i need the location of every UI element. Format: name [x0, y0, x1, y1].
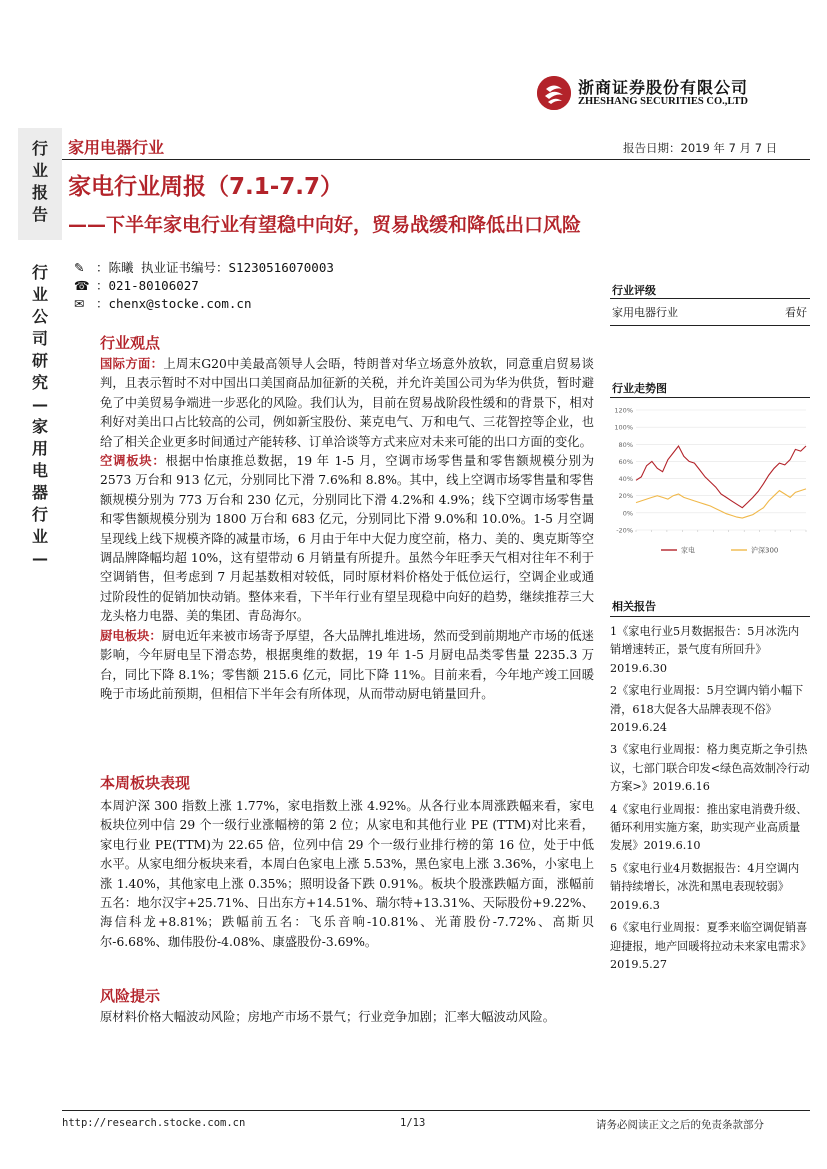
rating-value: 看好 — [785, 306, 807, 319]
page-subtitle: ——下半年家电行业有望稳中向好，贸易战缓和降低出口风险 — [68, 214, 582, 236]
kitchen-text: 厨电近年来被市场寄予厚望，各大品牌扎堆进场，然而受到前期地产市场的低迷影响，今年厨电呈下滑态势，根据奥维的数据，19 年 1-5 月厨电品类零售量 2235.3 万台，同比下降 8.1%；零售额 215.6 亿元，同比下降 11%。目前来看，今年地产竣工回暖晚于市场此前预期，但相信下半年会有所体现，从而带动厨电销量回升。 — [100, 628, 594, 701]
industry-view-title: 行业观点 — [100, 334, 161, 352]
chart-y-tick-label: 100% — [614, 423, 633, 432]
pen-icon: ✎ — [74, 260, 85, 275]
rating-industry: 家用电器行业 — [612, 306, 678, 319]
report-date: 报告日期：2019 年 7 月 7 日 — [623, 141, 778, 155]
chart-y-tick-label: 0% — [622, 509, 633, 518]
chart-y-tick-label: 60% — [618, 457, 633, 466]
footer-divider — [62, 1110, 810, 1111]
chart-series-line — [636, 446, 806, 508]
mail-icon: ✉ — [74, 296, 85, 311]
rating-top-divider — [610, 298, 810, 299]
chart-y-tick-label: 80% — [618, 440, 633, 449]
ac-label: 空调板块： — [100, 454, 166, 469]
company-logo-icon — [537, 76, 571, 110]
kitchen-paragraph — [100, 627, 594, 705]
related-item[interactable]: 2《家电行业周报：5月空调内销小幅下滑，618大促各大品牌表现不俗》2019.6.24 — [610, 684, 804, 735]
sidebar-report-type — [18, 128, 62, 240]
company-name-en: ZHESHANG SECURITIES CO.,LTD — [578, 96, 748, 107]
related-item[interactable]: 3《家电行业周报：格力奥克斯之争引热议，七部门联合印发<绿色高效制冷行动方案>》2019.6.16 — [610, 743, 810, 794]
analyst-name: ：陈曦 执业证书编号：S1230516070003 — [96, 260, 334, 275]
related-item[interactable]: 6《家电行业周报：夏季来临空调促销喜迎捷报，地产回暖将拉动未来家电需求》2019.5.27 — [610, 921, 808, 971]
trend-title: 行业走势图 — [612, 382, 667, 395]
chart-y-tick-label: 120% — [614, 406, 633, 415]
footer-url[interactable]: http://research.stocke.com.cn — [62, 1117, 246, 1129]
chart-grid — [614, 407, 806, 535]
trend-chart — [606, 402, 812, 562]
analyst-email-line — [74, 294, 252, 312]
chart-y-tick-label: -20% — [616, 526, 633, 535]
chart-series — [636, 446, 806, 518]
analyst-email: ：chenx@stocke.com.cn — [96, 296, 252, 311]
intl-paragraph — [100, 355, 594, 452]
phone-icon: ☎ — [74, 278, 90, 293]
header-divider — [62, 159, 810, 160]
sidebar-top-label: 行业报告 — [31, 139, 48, 224]
weekly-performance-title: 本周板块表现 — [100, 774, 191, 792]
trend-divider — [610, 397, 810, 398]
chart-legend-label: 家电 — [681, 546, 695, 555]
rating-title: 行业评级 — [612, 284, 656, 297]
industry-view-body — [100, 355, 594, 704]
related-item[interactable]: 4《家电行业周报：推出家电消费升级、循环利用实施方案，助实现产业高质量发展》2019.6.10 — [610, 802, 808, 853]
ac-text: 根据中怡康推总数据，19 年 1-5 月，空调市场零售量和零售额规模分别为 2573 万台和 913 亿元，分别同比下滑 7.6%和 8.8%。其中，线上空调市场零售量和零售额规模分别为 773 万台和 230 亿元，分别同比下滑 4.2%和 4.9%；线下空调市场零售量和零售额规模分别为 1800 万台和 683 亿元，分别同比下滑 9.0%和 10.0%。1-5 月空调呈现线上线下规模齐降的减量市场，6 月由于年中大促力度空前，格力、美的、奥克斯等空调品牌降幅均超 10%，这有望带动 6 月销量有所提升。虽然今年旺季天气相对往年不利于空调销售，但考虑到 7 月起基数相对较低，同时原材料价格处于低位运行，空调企业或通过阶段性的促销加快动销。整体来看，下半年行业有望呈现稳中向好的趋势，继续推荐三大龙头格力电器、美的集团、青岛海尔。 — [100, 454, 594, 624]
related-item[interactable]: 5《家电行业4月数据报告：4月空调内销持续增长，冰洗和黑电表现较弱》2019.6.3 — [610, 861, 800, 912]
analyst-name-line — [74, 258, 334, 276]
kitchen-label: 厨电板块： — [100, 628, 162, 643]
page-title: 家电行业周报（7.1-7.7） — [68, 174, 344, 200]
chart-legend — [661, 546, 778, 555]
related-divider — [610, 616, 810, 617]
intl-label: 国际方面： — [100, 357, 164, 371]
footer-page-number: 1/13 — [400, 1117, 426, 1129]
related-list — [610, 623, 810, 978]
related-title: 相关报告 — [612, 600, 656, 613]
intl-text: 上周末G20中美最高领导人会晤，特朗普对华立场意外放软，同意重启贸易谈判，且表示暂时不对中国出口美国商品加征新的关税，并允许美国公司为华为供货，暂时避免了中美贸易争端进一步恶化的风险。我们认为，目前在贸易战阶段性缓和的背景下，相对利好对美出口占比较高的公司，例如新宝股份、莱克电气、万和电气、三花智控等企业，也给了相关企业更多时间通过产能转移、订单洽谈等方式来应对未来可能的出口方面的变化。 — [100, 357, 594, 449]
risk-title: 风险提示 — [100, 987, 161, 1005]
footer-disclaimer: 请务必阅读正文之后的免责条款部分 — [596, 1119, 764, 1131]
weekly-performance-body: 本周沪深 300 指数上涨 1.77%，家电指数上涨 4.92%。从各行业本周涨跌幅来看，家电板块位列中信 29 个一级行业涨幅榜的第 2 位；从家电和其他行业 PE (TTM)对比来看，家电行业 PE(TTM)为 22.65 倍，位列中信 29 个一级行业排行榜的第 16 位，处于中低水平。从家电细分板块来看，本周白色家电上涨 5.53%，黑色家电上涨 3.36%，小家电上涨 1.40%，其他家电上涨 0.35%；照明设备下跌 0.91%。板块个股涨跌幅方面，涨幅前五名：地尔汉宇+25.71%、日出东方+14.51%、瑞尔特+13.31%、天际股份+9.22%、海信科龙+8.81%；跌幅前五名：飞乐音响-10.81%、光莆股份-7.72%、高斯贝尔-6.68%、珈伟股份-4.08%、康盛股份-3.69%。 — [100, 799, 594, 949]
sidebar-category-label: 行业公司研究—家用电器行业— — [31, 263, 48, 568]
company-name-cn: 浙商证券股份有限公司 — [578, 78, 749, 97]
chart-y-tick-label: 40% — [618, 475, 633, 484]
chart-y-tick-label: 20% — [618, 492, 633, 501]
analyst-phone-line — [74, 276, 199, 294]
ac-paragraph — [100, 452, 594, 627]
related-item[interactable]: 1《家电行业5月数据报告：5月冰洗内销增速转正，景气度有所回升》2019.6.30 — [610, 625, 800, 675]
risk-body: 原材料价格大幅波动风险；房地产市场不景气；行业竞争加剧；汇率大幅波动风险。 — [100, 1010, 555, 1024]
rating-bottom-divider — [610, 325, 810, 326]
industry-tag: 家用电器行业 — [68, 138, 165, 157]
analyst-phone: ：021-80106027 — [96, 278, 199, 293]
chart-legend-label: 沪深300 — [751, 546, 779, 555]
